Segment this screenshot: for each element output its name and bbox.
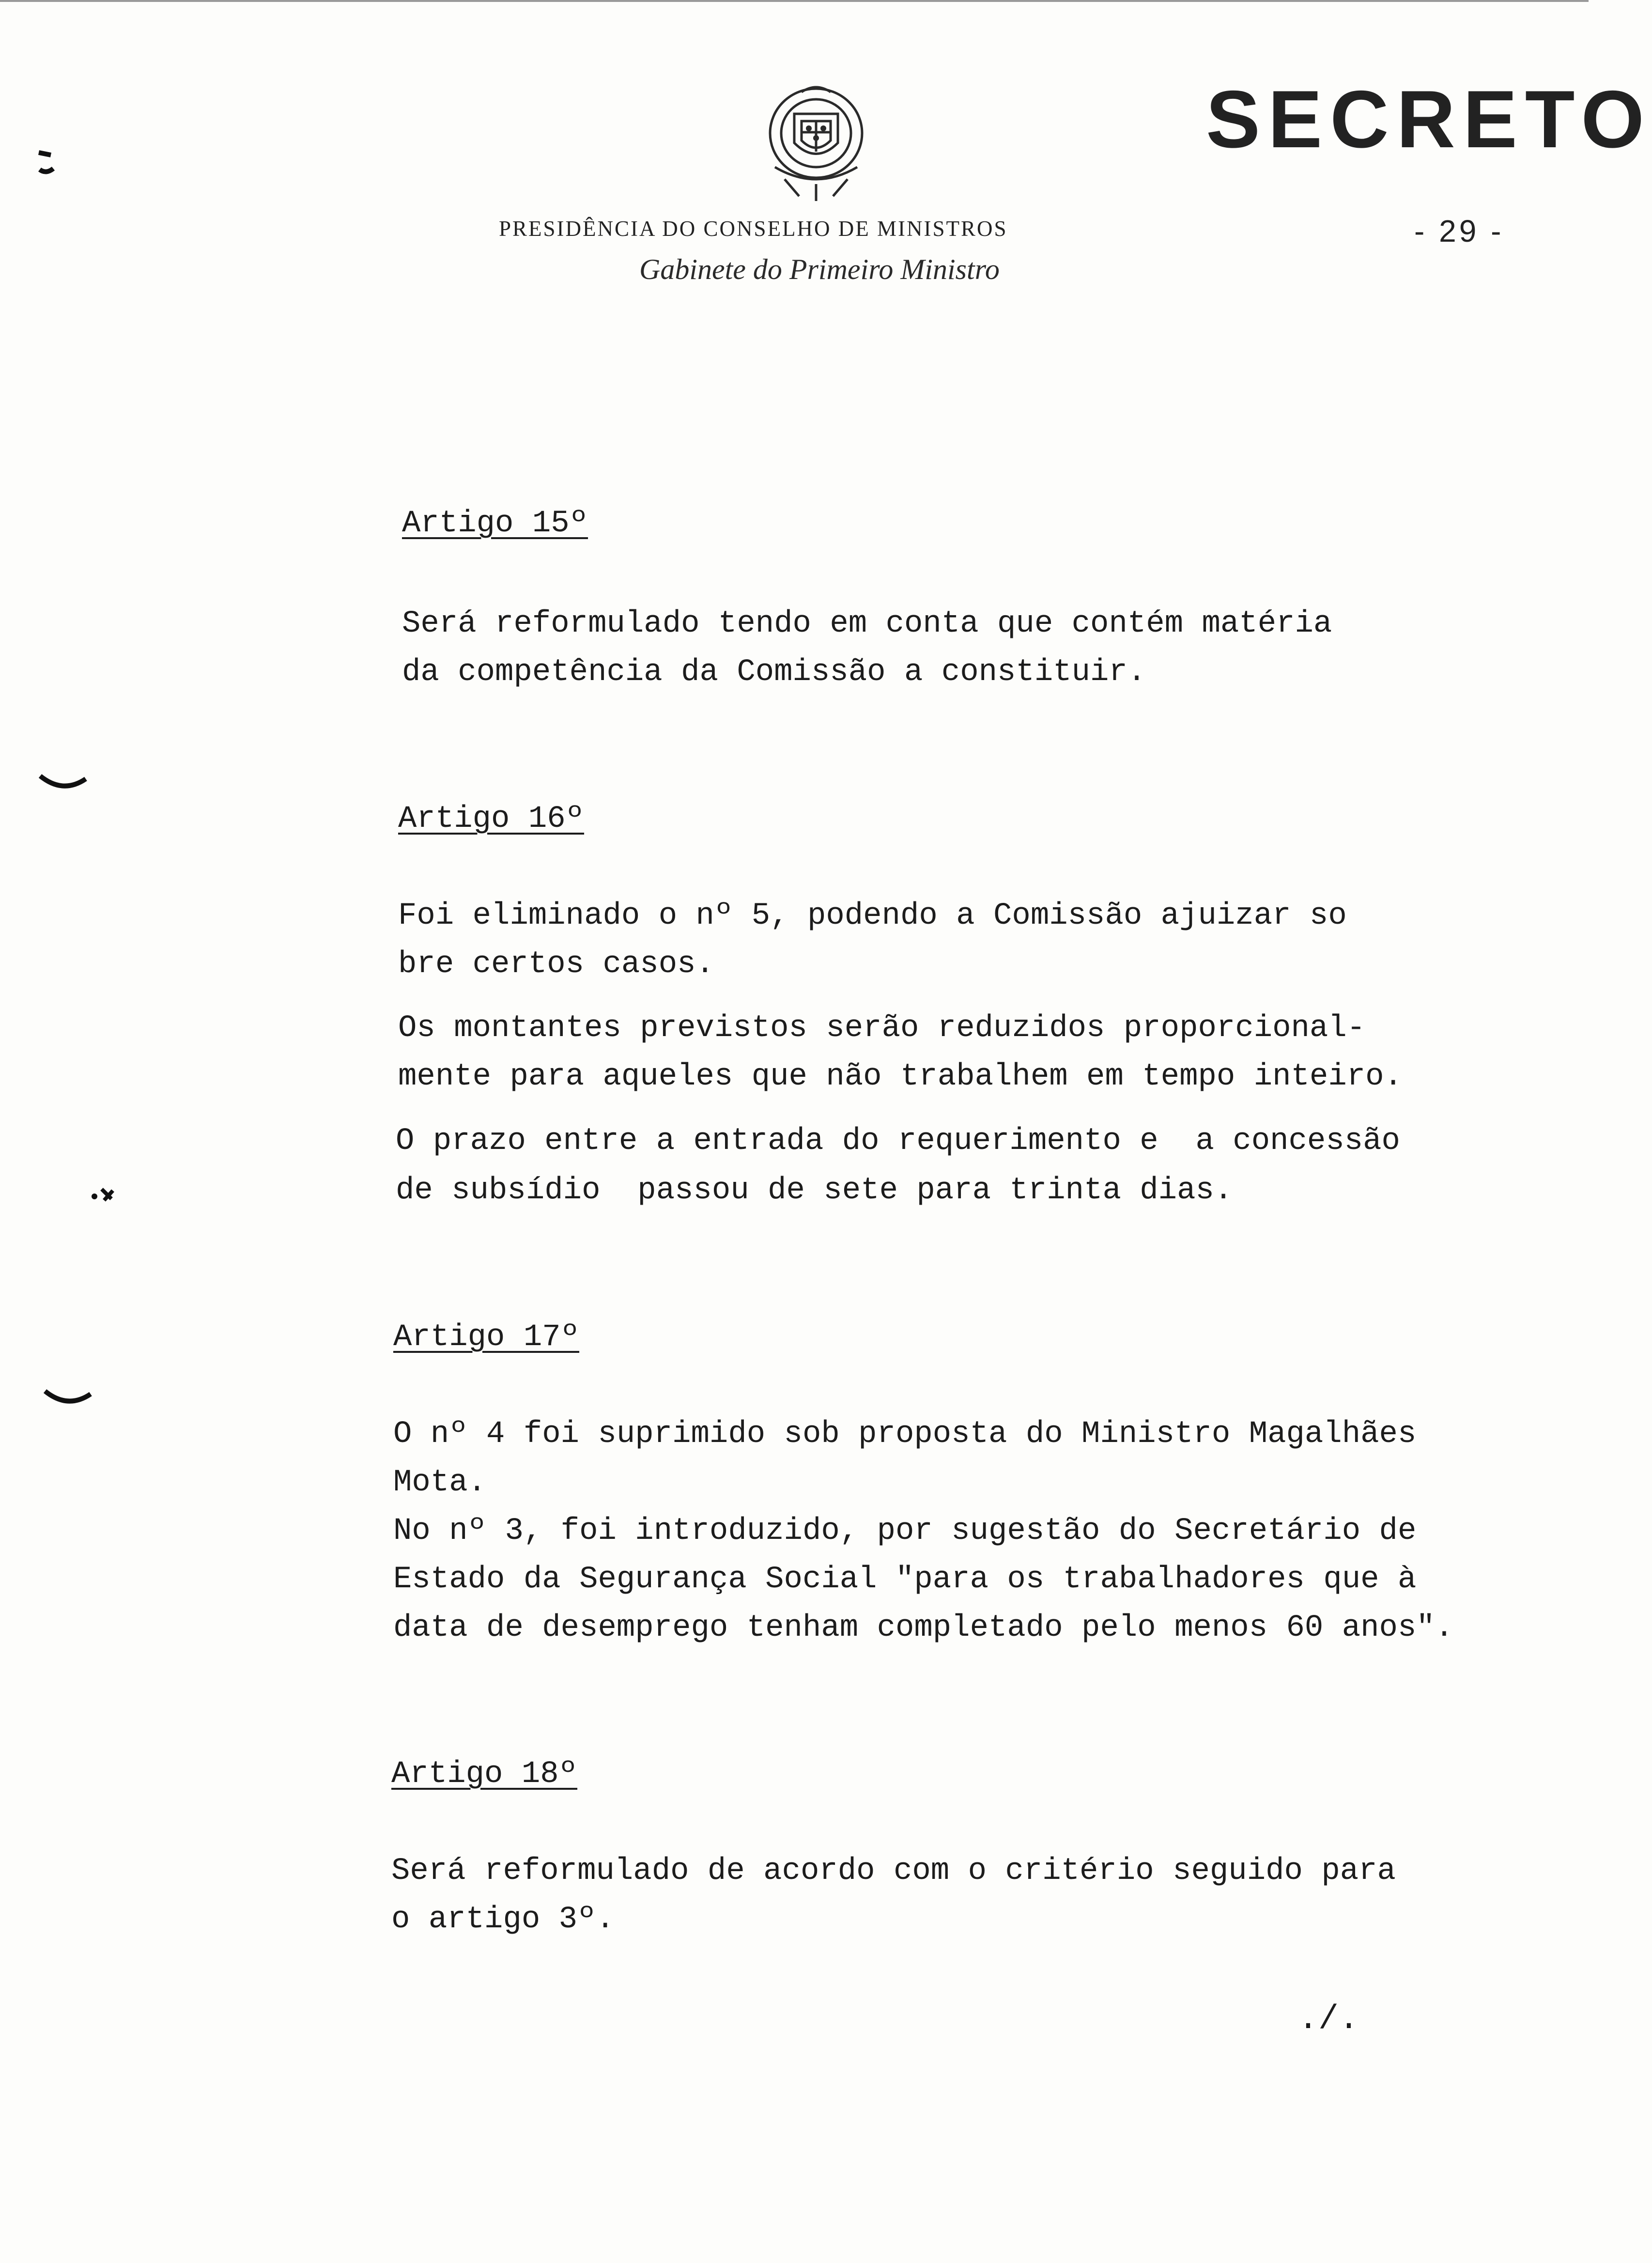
article-16-heading: Artigo 16º [398,802,585,837]
article-18-line-2: o artigo 3º. [391,1902,615,1937]
classification-stamp: SECRETO [1206,74,1652,165]
office-name: Gabinete do Primeiro Ministro [639,253,1000,285]
article-18-line-1: Será reformulado de acordo com o critério seguido para [391,1854,1396,1889]
article-16-line-5: O prazo entre a entrada do requerimento e a concessão [396,1124,1400,1159]
page-number: - 29 - [1414,214,1504,248]
article-18-heading: Artigo 18º [391,1757,578,1792]
article-17-line-1: O nº 4 foi suprimido sob proposta do Ministro Magalhães [393,1417,1417,1452]
margin-mark-middle-icon [36,770,90,799]
margin-mark-smudge-icon [85,1182,119,1206]
article-16-line-3: Os montantes previstos serão reduzidos proporcional- [398,1011,1366,1046]
coat-of-arms-icon [756,80,877,206]
article-15-line-1: Será reformulado tendo em conta que contém matéria [402,606,1332,641]
article-17-line-2: Mota. [393,1465,487,1500]
article-17-line-5: data de desemprego tenham completado pelo menos 60 anos". [393,1611,1454,1645]
margin-mark-lower-icon [41,1385,94,1414]
article-16-line-6: de subsídio passou de sete para trinta dias. [396,1173,1233,1208]
article-16-line-4: mente para aqueles que não trabalhem em tempo inteiro. [398,1059,1403,1094]
article-17-heading: Artigo 17º [393,1320,580,1355]
margin-mark-top-icon [29,140,63,199]
article-16-line-2: bre certos casos. [398,947,714,982]
article-17-line-4: Estado da Segurança Social "para os trabalhadores que à [393,1562,1417,1597]
article-15-line-2: da competência da Comissão a constituir. [402,655,1146,690]
top-edge-rule [0,0,1589,2]
article-16-line-1: Foi eliminado o nº 5, podendo a Comissão ajuizar so [398,899,1347,933]
continuation-mark: ./. [1298,2000,1359,2039]
article-15-heading: Artigo 15º [402,506,588,541]
organization-name: PRESIDÊNCIA DO CONSELHO DE MINISTROS [499,217,1008,241]
article-17-line-3: No nº 3, foi introduzido, por sugestão do Secretário de [393,1514,1417,1549]
